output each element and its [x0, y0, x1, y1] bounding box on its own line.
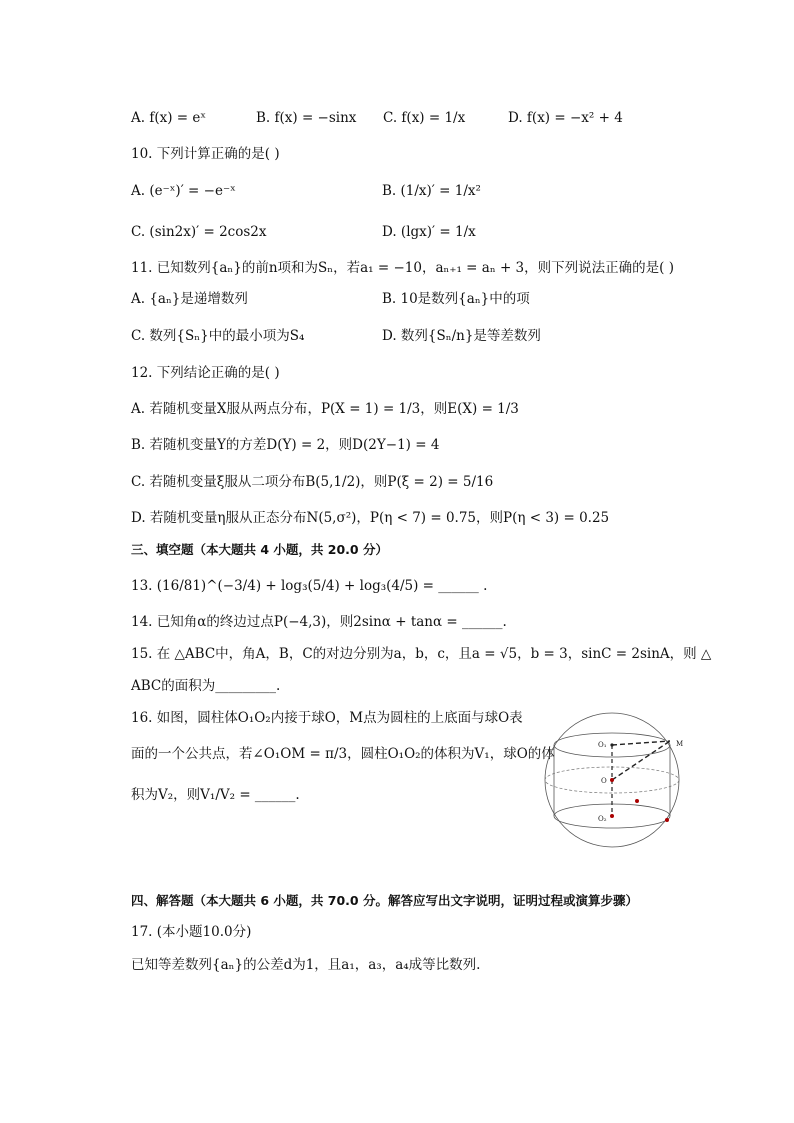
q16-stem-line2: 面的一个公共点，若∠O₁OM = π/3，圆柱O₁O₂的体积为V₁，球O的体 [131, 746, 555, 762]
q12-option-b: B. 若随机变量Y的方差D(Y) = 2，则D(2Y−1) = 4 [131, 437, 440, 453]
q13-stem: 13. (16/81)^(−3/4) + log₃(5/4) + log₃(4/5) = ______ . [131, 578, 488, 594]
q11-option-a: A. {aₙ}是递增数列 [131, 291, 248, 307]
q11-option-b: B. 10是数列{aₙ}中的项 [382, 291, 530, 307]
point-o [610, 778, 614, 782]
q14-stem: 14. 已知角α的终边过点P(−4,3)，则2sinα + tanα = ______. [131, 614, 507, 630]
q11-option-d: D. 数列{Sₙ/n}是等差数列 [382, 328, 541, 344]
point-bottom-right [665, 818, 669, 822]
q10-option-b: B. (1/x)′ = 1/x² [382, 183, 481, 199]
q12-option-a: A. 若随机变量X服从两点分布，P(X = 1) = 1/3，则E(X) = 1/3 [131, 401, 519, 417]
q9-option-c: C. f(x) = 1/x [383, 110, 466, 126]
q12-option-d: D. 若随机变量η服从正态分布N(5,σ²)，P(η < 7) = 0.75，则P(η < 3) = 0.25 [131, 510, 610, 526]
label-o1: O₁ [598, 741, 607, 749]
label-m: M [676, 740, 684, 748]
section-fill-blank-heading: 三、填空题（本大题共 4 小题，共 20.0 分） [131, 542, 388, 557]
q10-stem: 10. 下列计算正确的是( ) [131, 146, 280, 162]
q17-text: 已知等差数列{aₙ}的公差d为1，且a₁，a₃，a₄成等比数列. [131, 957, 481, 973]
q9-option-d: D. f(x) = −x² + 4 [508, 110, 623, 126]
q9-option-b: B. f(x) = −sinx [256, 110, 357, 126]
q12-stem: 12. 下列结论正确的是( ) [131, 365, 280, 381]
q15-stem-line2: ABC的面积为_________. [131, 678, 281, 694]
q12-option-c: C. 若随机变量ξ服从二项分布B(5,1/2)，则P(ξ = 2) = 5/16 [131, 474, 494, 490]
q17-header: 17. (本小题10.0分) [131, 924, 252, 940]
section-answer-heading: 四、解答题（本大题共 6 小题，共 70.0 分。解答应写出文字说明，证明过程或演算步骤） [131, 893, 638, 908]
q16-stem-line3: 积为V₂，则V₁/V₂ = ______. [131, 787, 300, 803]
label-o2: O₂ [598, 815, 607, 823]
q11-option-c: C. 数列{Sₙ}中的最小项为S₄ [131, 328, 305, 344]
q11-stem: 11. 已知数列{aₙ}的前n项和为Sₙ，若a₁ = −10，aₙ₊₁ = aₙ + 3，则下列说法正确的是( ) [131, 260, 674, 276]
point-o2 [610, 814, 614, 818]
q10-option-c: C. (sin2x)′ = 2cos2x [131, 224, 267, 240]
o-m-segment [612, 741, 670, 780]
sphere-cylinder-figure [540, 708, 690, 848]
point-o1 [610, 743, 613, 746]
o1-m-segment [612, 741, 670, 745]
label-o: O [601, 777, 607, 785]
q10-option-a: A. (e⁻ˣ)′ = −e⁻ˣ [131, 183, 236, 199]
q10-option-d: D. (lgx)′ = 1/x [382, 224, 476, 240]
q16-stem-line1: 16. 如图，圆柱体O₁O₂内接于球O，M点为圆柱的上底面与球O表 [131, 710, 523, 726]
point-bottom-front [635, 799, 639, 803]
q15-stem-line1: 15. 在 △ABC中，角A，B，C的对边分别为a，b，c，且a = √5，b = 3，sinC = 2sinA，则 △ [131, 646, 712, 662]
q9-option-a: A. f(x) = eˣ [131, 110, 207, 126]
